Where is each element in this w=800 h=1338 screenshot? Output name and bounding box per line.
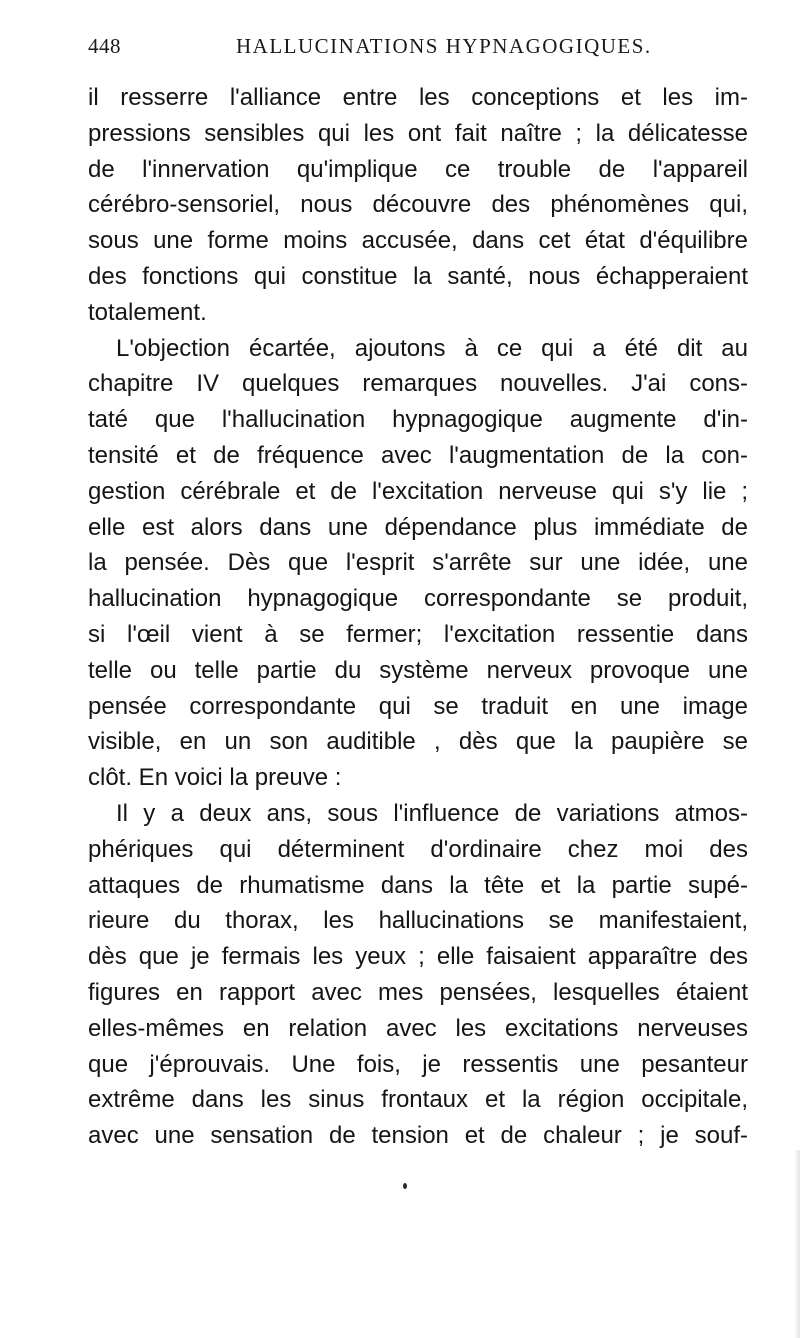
text-line: pensée correspondante qui se traduit en une image bbox=[88, 692, 748, 720]
page-number: 448 bbox=[88, 34, 121, 58]
ink-speck bbox=[403, 1183, 407, 1189]
text-line: tensité et de fréquence avec l'augmentation de la con- bbox=[88, 441, 748, 469]
text-line: il resserre l'alliance entre les conceptions et les im- bbox=[88, 84, 748, 111]
text-line: elles-mêmes en relation avec les excitations nerveuses bbox=[88, 1014, 748, 1042]
text-line: avec une sensation de tension et de chaleur ; je souf- bbox=[88, 1122, 748, 1150]
running-title: HALLUCINATIONS HYPNAGOGIQUES. bbox=[236, 34, 652, 58]
text-line: cérébro-sensoriel, nous découvre des phénomènes qui, bbox=[88, 191, 748, 219]
text-line: phériques qui déterminent d'ordinaire chez moi des bbox=[88, 835, 748, 863]
text-line: pressions sensibles qui les ont fait naître ; la délicatesse bbox=[88, 119, 748, 147]
text-line: que j'éprouvais. Une fois, je ressentis une pesanteur bbox=[88, 1050, 748, 1078]
text-line: attaques de rhumatisme dans la tête et la partie supé- bbox=[88, 871, 748, 899]
text-line: taté que l'hallucination hypnagogique augmente d'in- bbox=[88, 406, 748, 434]
text-line: Il y a deux ans, sous l'influence de variations atmos- bbox=[116, 799, 748, 827]
text-line: gestion cérébrale et de l'excitation nerveuse qui s'y lie ; bbox=[88, 477, 748, 505]
text-line: dès que je fermais les yeux ; elle faisaient apparaître des bbox=[88, 943, 748, 971]
running-head bbox=[88, 34, 738, 70]
text-line: elle est alors dans une dépendance plus immédiate de bbox=[88, 513, 748, 541]
text-line: telle ou telle partie du système nerveux provoque une bbox=[88, 656, 748, 684]
text-line: chapitre IV quelques remarques nouvelles. J'ai cons- bbox=[88, 370, 748, 398]
text-line: des fonctions qui constitue la santé, nous échapperaient bbox=[88, 262, 748, 290]
text-line: hallucination hypnagogique correspondante se produit, bbox=[88, 585, 748, 613]
text-line: L'objection écartée, ajoutons à ce qui a été dit au bbox=[116, 334, 748, 362]
text-line: visible, en un son auditible , dès que la paupière se bbox=[88, 728, 748, 756]
text-line: la pensée. Dès que l'esprit s'arrête sur une idée, une bbox=[88, 549, 748, 577]
text-line: rieure du thorax, les hallucinations se manifestaient, bbox=[88, 907, 748, 935]
text-line: clôt. En voici la preuve : bbox=[88, 764, 342, 792]
text-line: totalement. bbox=[88, 298, 207, 326]
text-line: de l'innervation qu'implique ce trouble de l'appareil bbox=[88, 155, 748, 183]
text-line: extrême dans les sinus frontaux et la région occipitale, bbox=[88, 1086, 748, 1114]
page-edge-shadow bbox=[794, 1150, 800, 1338]
text-line: sous une forme moins accusée, dans cet état d'équilibre bbox=[88, 227, 748, 255]
text-line: figures en rapport avec mes pensées, lesquelles étaient bbox=[88, 978, 748, 1006]
text-line: si l'œil vient à se fermer; l'excitation ressentie dans bbox=[88, 620, 748, 648]
body-text bbox=[88, 80, 748, 1154]
